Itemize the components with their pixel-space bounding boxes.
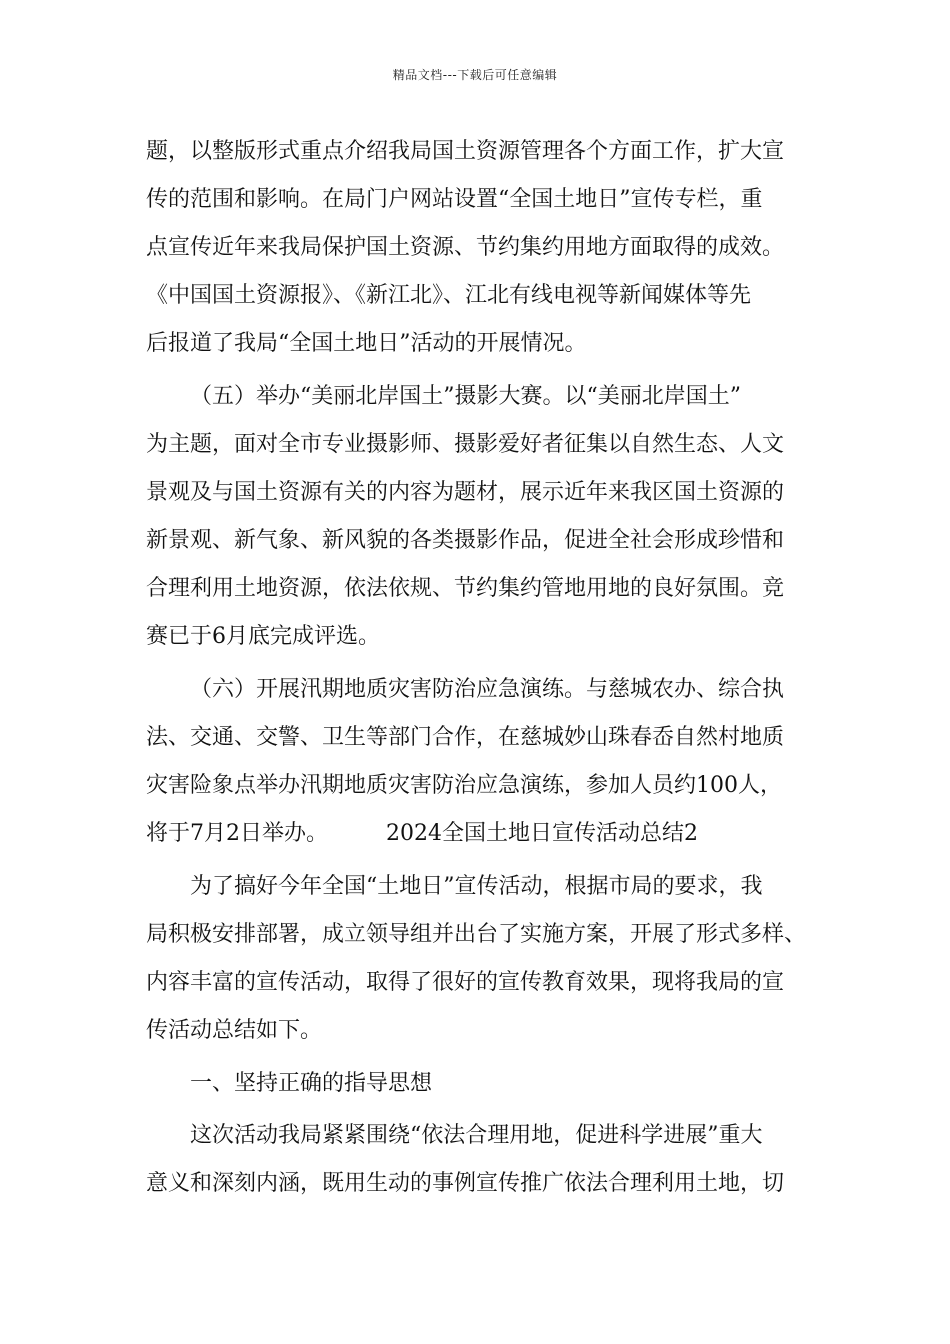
text-line: 赛已于6月底完成评选。 [146, 624, 380, 649]
line-text: 将于7月2日举办。 [146, 821, 328, 846]
paragraph-start-line: 为了搞好今年全国“土地日”宣传活动，根据市局的要求，我 [190, 874, 763, 899]
paragraph-start-line: （六）开展汛期地质灾害防治应急演练。与慈城农办、综合执 [190, 677, 785, 702]
paragraph-start-line: 这次活动我局紧紧围绕“依法合理用地，促进科学进展”重大 [190, 1123, 763, 1148]
text-line: 题，以整版形式重点介绍我局国土资源管理各个方面工作，扩大宣 [146, 139, 785, 164]
text-line: 传的范围和影响。在局门户网站设置“全国土地日”宣传专栏，重 [146, 187, 763, 212]
text-line: 传活动总结如下。 [146, 1018, 323, 1043]
text-line: 点宣传近年来我局保护国土资源、节约集约用地方面取得的成效。 [146, 235, 785, 260]
text-line: 后报道了我局“全国土地日”活动的开展情况。 [146, 331, 587, 356]
text-line: 《中国国土资源报》、《新江北》、江北有线电视等新闻媒体等先 [146, 283, 752, 308]
section-title: 2024全国土地日宣传活动总结2 [386, 821, 698, 846]
text-line [146, 820, 698, 848]
text-line: 灾害险象点举办汛期地质灾害防治应急演练，参加人员约100人， [146, 773, 782, 798]
text-line: 新景观、新气象、新风貌的各类摄影作品，促进全社会形成珍惜和 [146, 528, 785, 553]
text-line: 意义和深刻内涵，既用生动的事例宣传推广依法合理利用土地，切 [146, 1171, 785, 1196]
heading-line: 一、坚持正确的指导思想 [190, 1071, 433, 1096]
text-line: 内容丰富的宣传活动，取得了很好的宣传教育效果，现将我局的宣 [146, 970, 785, 995]
text-line: 合理利用土地资源，依法依规、节约集约管地用地的良好氛围。竞 [146, 576, 785, 601]
text-line: 为主题，面对全市专业摄影师、摄影爱好者征集以自然生态、人文 [146, 432, 785, 457]
text-line: 局积极安排部署，成立领导组并出台了实施方案，开展了形式多样、 [146, 922, 807, 947]
page-header: 精品文档---下载后可任意编辑 [392, 68, 558, 82]
paragraph-start-line: （五）举办“美丽北岸国土”摄影大赛。以“美丽北岸国土” [190, 384, 741, 409]
text-line: 法、交通、交警、卫生等部门合作，在慈城妙山珠春岙自然村地质 [146, 725, 785, 750]
text-line: 景观及与国土资源有关的内容为题材，展示近年来我区国土资源的 [146, 480, 785, 505]
